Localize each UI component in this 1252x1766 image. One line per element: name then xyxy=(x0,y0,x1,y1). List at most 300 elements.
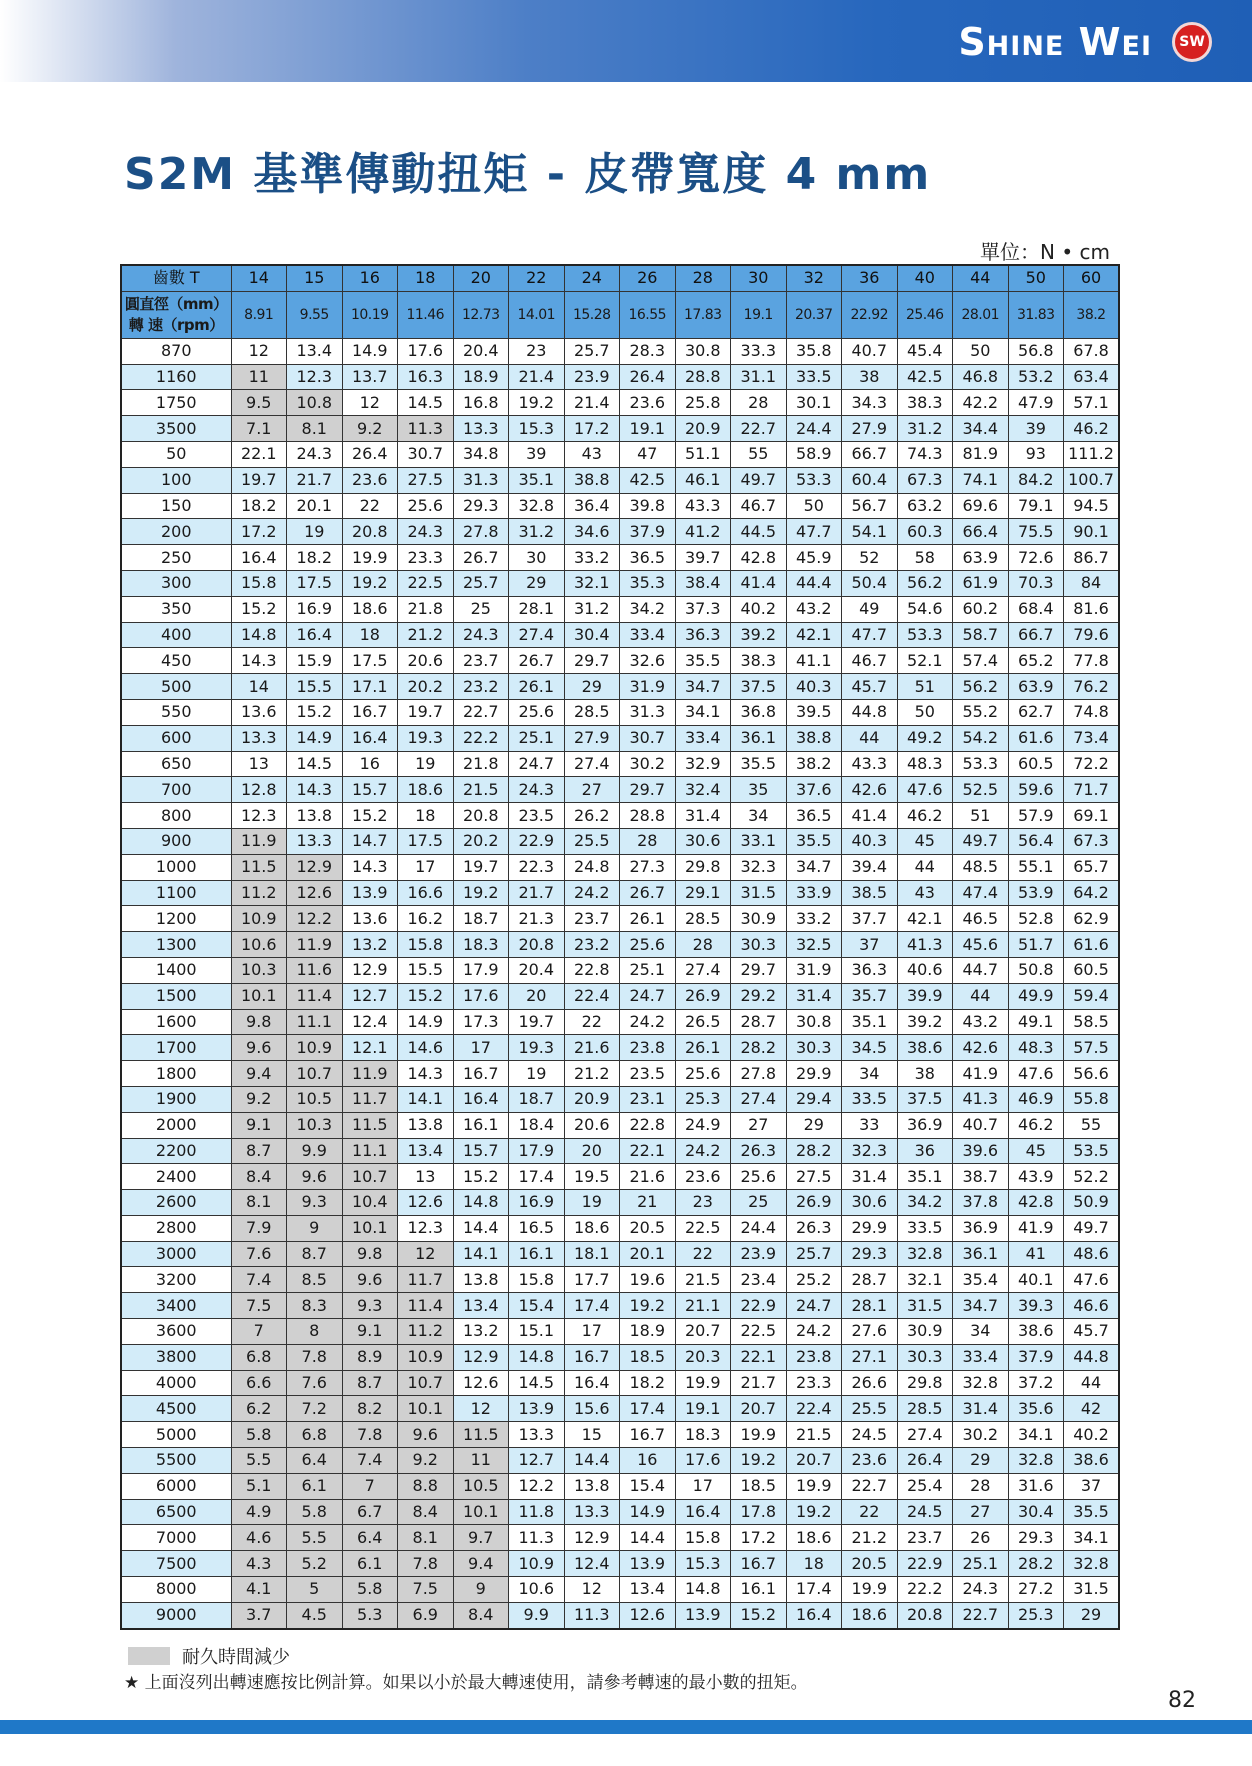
torque-cell: 32.4 xyxy=(675,777,731,803)
torque-cell: 47.7 xyxy=(786,519,842,545)
torque-cell: 26.9 xyxy=(786,1190,842,1216)
torque-cell: 44 xyxy=(897,854,953,880)
torque-cell: 28 xyxy=(675,932,731,958)
torque-cell: 45.4 xyxy=(897,338,953,364)
torque-cell: 11.4 xyxy=(287,983,343,1009)
torque-cell: 111.2 xyxy=(1064,441,1120,467)
rpm-cell: 450 xyxy=(121,648,231,674)
torque-cell: 45.7 xyxy=(1064,1319,1120,1345)
torque-cell: 16.7 xyxy=(453,1061,509,1087)
torque-cell: 34.2 xyxy=(620,596,676,622)
torque-cell: 21.4 xyxy=(509,364,565,390)
torque-cell: 65.7 xyxy=(1064,854,1120,880)
torque-cell: 40.2 xyxy=(731,596,787,622)
torque-cell: 40.7 xyxy=(953,1112,1009,1138)
pitch-diameter: 10.19 xyxy=(342,291,398,338)
torque-cell: 14.5 xyxy=(398,390,454,416)
torque-cell: 38.6 xyxy=(897,1035,953,1061)
torque-cell: 16.9 xyxy=(509,1190,565,1216)
table-row xyxy=(121,1190,1119,1216)
torque-cell: 16.4 xyxy=(287,622,343,648)
torque-cell: 54.2 xyxy=(953,725,1009,751)
torque-cell: 21.8 xyxy=(453,751,509,777)
torque-cell: 9.2 xyxy=(342,416,398,442)
torque-cell: 65.2 xyxy=(1008,648,1064,674)
torque-cell: 48.3 xyxy=(1008,1035,1064,1061)
torque-cell: 22.7 xyxy=(842,1473,898,1499)
teeth-count: 36 xyxy=(842,265,898,291)
torque-cell: 29 xyxy=(1064,1602,1120,1628)
torque-cell: 11.5 xyxy=(342,1112,398,1138)
torque-cell: 10.4 xyxy=(342,1190,398,1216)
torque-cell: 29.2 xyxy=(731,983,787,1009)
torque-cell: 35.8 xyxy=(786,338,842,364)
brand-name: Shine Wei xyxy=(958,20,1152,64)
torque-cell: 22.8 xyxy=(564,957,620,983)
torque-cell: 17.4 xyxy=(564,1293,620,1319)
logo-text: SW xyxy=(1179,34,1205,50)
torque-cell: 11.1 xyxy=(287,1009,343,1035)
teeth-count: 14 xyxy=(231,265,287,291)
torque-cell: 38.4 xyxy=(675,570,731,596)
torque-cell: 100.7 xyxy=(1064,467,1120,493)
torque-cell: 15.7 xyxy=(453,1138,509,1164)
torque-cell: 36.5 xyxy=(786,803,842,829)
torque-cell: 34 xyxy=(731,803,787,829)
torque-cell: 17.6 xyxy=(675,1448,731,1474)
torque-cell: 16.7 xyxy=(731,1551,787,1577)
torque-cell: 22.7 xyxy=(731,416,787,442)
torque-cell: 16.2 xyxy=(398,906,454,932)
torque-cell: 13.4 xyxy=(398,1138,454,1164)
torque-cell: 9.9 xyxy=(509,1602,565,1628)
torque-cell: 28.8 xyxy=(675,364,731,390)
torque-cell: 69.6 xyxy=(953,493,1009,519)
torque-cell: 27.3 xyxy=(620,854,676,880)
torque-cell: 30.7 xyxy=(398,441,454,467)
torque-cell: 19 xyxy=(509,1061,565,1087)
pitch-diameter: 20.37 xyxy=(786,291,842,338)
torque-cell: 17.4 xyxy=(509,1164,565,1190)
torque-cell: 22.3 xyxy=(509,854,565,880)
torque-cell: 21.2 xyxy=(564,1061,620,1087)
torque-cell: 12 xyxy=(231,338,287,364)
torque-cell: 15.3 xyxy=(509,416,565,442)
torque-cell: 12.9 xyxy=(564,1525,620,1551)
torque-cell: 13.3 xyxy=(453,416,509,442)
torque-cell: 15.9 xyxy=(287,648,343,674)
torque-cell: 60.5 xyxy=(1064,957,1120,983)
torque-cell: 49.7 xyxy=(731,467,787,493)
torque-cell: 57.5 xyxy=(1064,1035,1120,1061)
torque-cell: 15.8 xyxy=(675,1525,731,1551)
torque-cell: 53.3 xyxy=(953,751,1009,777)
torque-cell: 27 xyxy=(564,777,620,803)
torque-cell: 15.1 xyxy=(509,1319,565,1345)
torque-cell: 26.4 xyxy=(620,364,676,390)
torque-cell: 26.1 xyxy=(620,906,676,932)
torque-cell: 17.2 xyxy=(564,416,620,442)
table-row xyxy=(121,1112,1119,1138)
torque-cell: 43.2 xyxy=(953,1009,1009,1035)
pitch-diameter: 11.46 xyxy=(398,291,454,338)
torque-cell: 11.3 xyxy=(564,1602,620,1628)
rpm-cell: 3500 xyxy=(121,416,231,442)
torque-cell: 29.7 xyxy=(620,777,676,803)
rpm-cell: 2800 xyxy=(121,1215,231,1241)
torque-cell: 42.5 xyxy=(897,364,953,390)
torque-cell: 16.4 xyxy=(564,1370,620,1396)
torque-cell: 29.3 xyxy=(1008,1525,1064,1551)
torque-cell: 71.7 xyxy=(1064,777,1120,803)
torque-cell: 39.9 xyxy=(897,983,953,1009)
torque-cell: 19.1 xyxy=(675,1396,731,1422)
rpm-cell: 1160 xyxy=(121,364,231,390)
torque-cell: 28.3 xyxy=(620,338,676,364)
torque-cell: 13.8 xyxy=(398,1112,454,1138)
torque-cell: 21.2 xyxy=(842,1525,898,1551)
torque-cell: 16.1 xyxy=(731,1577,787,1603)
torque-cell: 17.9 xyxy=(509,1138,565,1164)
pitch-diameter: 25.46 xyxy=(897,291,953,338)
rpm-cell: 3200 xyxy=(121,1267,231,1293)
torque-cell: 19.2 xyxy=(453,880,509,906)
table-row xyxy=(121,338,1119,364)
torque-cell: 69.1 xyxy=(1064,803,1120,829)
torque-cell: 47.6 xyxy=(1064,1267,1120,1293)
torque-cell: 28.2 xyxy=(786,1138,842,1164)
rpm-cell: 300 xyxy=(121,570,231,596)
torque-cell: 21.7 xyxy=(731,1370,787,1396)
legend xyxy=(128,1643,290,1669)
torque-cell: 17 xyxy=(675,1473,731,1499)
rpm-cell: 800 xyxy=(121,803,231,829)
torque-cell: 12.3 xyxy=(398,1215,454,1241)
torque-cell: 7.8 xyxy=(287,1344,343,1370)
torque-cell: 12 xyxy=(564,1577,620,1603)
torque-cell: 57.9 xyxy=(1008,803,1064,829)
torque-cell: 12.8 xyxy=(231,777,287,803)
rpm-cell: 1200 xyxy=(121,906,231,932)
torque-cell: 11.7 xyxy=(342,1086,398,1112)
torque-cell: 23.7 xyxy=(897,1525,953,1551)
torque-cell: 36.4 xyxy=(564,493,620,519)
table-row xyxy=(121,416,1119,442)
torque-cell: 52.2 xyxy=(1064,1164,1120,1190)
torque-cell: 10.9 xyxy=(287,1035,343,1061)
torque-cell: 61.9 xyxy=(953,570,1009,596)
torque-cell: 14.8 xyxy=(453,1190,509,1216)
torque-cell: 23.9 xyxy=(564,364,620,390)
torque-cell: 59.4 xyxy=(1064,983,1120,1009)
table-row xyxy=(121,803,1119,829)
torque-cell: 72.2 xyxy=(1064,751,1120,777)
torque-cell: 44 xyxy=(1064,1370,1120,1396)
torque-cell: 31.4 xyxy=(675,803,731,829)
torque-cell: 10.7 xyxy=(342,1164,398,1190)
torque-cell: 24.7 xyxy=(786,1293,842,1319)
torque-cell: 27.4 xyxy=(731,1086,787,1112)
torque-cell: 14.3 xyxy=(342,854,398,880)
torque-cell: 51.7 xyxy=(1008,932,1064,958)
torque-cell: 16.4 xyxy=(453,1086,509,1112)
torque-cell: 38.5 xyxy=(842,880,898,906)
torque-cell: 25.6 xyxy=(675,1061,731,1087)
torque-cell: 35.5 xyxy=(786,828,842,854)
torque-cell: 25.6 xyxy=(509,699,565,725)
torque-cell: 74.3 xyxy=(897,441,953,467)
torque-cell: 63.9 xyxy=(953,545,1009,571)
table-row xyxy=(121,1035,1119,1061)
torque-cell: 33.9 xyxy=(786,880,842,906)
diameter-label: 圓直徑（mm） xyxy=(124,294,228,313)
torque-cell: 13.3 xyxy=(564,1499,620,1525)
torque-cell: 8.4 xyxy=(453,1602,509,1628)
rpm-cell: 7500 xyxy=(121,1551,231,1577)
torque-cell: 7.6 xyxy=(287,1370,343,1396)
torque-cell: 57.4 xyxy=(953,648,1009,674)
torque-cell: 26.4 xyxy=(342,441,398,467)
torque-cell: 18.6 xyxy=(842,1602,898,1628)
torque-cell: 46.7 xyxy=(731,493,787,519)
torque-cell: 60.2 xyxy=(953,596,1009,622)
page-title: S2M 基準傳動扭矩 - 皮帶寬度 4 mm xyxy=(124,149,932,200)
teeth-count: 22 xyxy=(509,265,565,291)
torque-cell: 46.5 xyxy=(953,906,1009,932)
torque-cell: 23.6 xyxy=(342,467,398,493)
torque-cell: 63.2 xyxy=(897,493,953,519)
torque-cell: 64.2 xyxy=(1064,880,1120,906)
rpm-cell: 3400 xyxy=(121,1293,231,1319)
torque-cell: 19 xyxy=(398,751,454,777)
torque-cell: 10.9 xyxy=(509,1551,565,1577)
torque-cell: 26.3 xyxy=(731,1138,787,1164)
torque-cell: 17.8 xyxy=(731,1499,787,1525)
torque-cell: 33.5 xyxy=(897,1215,953,1241)
torque-cell: 41.2 xyxy=(675,519,731,545)
torque-cell: 45.9 xyxy=(786,545,842,571)
torque-cell: 27.5 xyxy=(786,1164,842,1190)
torque-cell: 44.7 xyxy=(953,957,1009,983)
torque-cell: 9.8 xyxy=(231,1009,287,1035)
table-row xyxy=(121,854,1119,880)
table-row xyxy=(121,1061,1119,1087)
torque-cell: 27.4 xyxy=(675,957,731,983)
torque-cell: 13.3 xyxy=(509,1422,565,1448)
torque-cell: 29.8 xyxy=(675,854,731,880)
torque-cell: 5.8 xyxy=(231,1422,287,1448)
torque-cell: 40.7 xyxy=(842,338,898,364)
torque-cell: 31.5 xyxy=(1064,1577,1120,1603)
torque-cell: 33.2 xyxy=(786,906,842,932)
torque-cell: 26.7 xyxy=(620,880,676,906)
torque-cell: 34.7 xyxy=(675,674,731,700)
torque-cell: 24.4 xyxy=(731,1215,787,1241)
torque-cell: 31.4 xyxy=(953,1396,1009,1422)
torque-cell: 12.6 xyxy=(453,1370,509,1396)
rpm-cell: 200 xyxy=(121,519,231,545)
torque-cell: 15.2 xyxy=(342,803,398,829)
torque-cell: 18.6 xyxy=(564,1215,620,1241)
torque-cell: 48.6 xyxy=(1064,1241,1120,1267)
torque-cell: 49.7 xyxy=(1064,1215,1120,1241)
teeth-count: 20 xyxy=(453,265,509,291)
torque-cell: 10.7 xyxy=(287,1061,343,1087)
teeth-count: 16 xyxy=(342,265,398,291)
torque-cell: 22.9 xyxy=(897,1551,953,1577)
torque-cell: 46.1 xyxy=(675,467,731,493)
rpm-cell: 6000 xyxy=(121,1473,231,1499)
torque-cell: 27.4 xyxy=(564,751,620,777)
torque-cell: 35.4 xyxy=(953,1267,1009,1293)
torque-cell: 21.1 xyxy=(675,1293,731,1319)
torque-cell: 18.5 xyxy=(731,1473,787,1499)
torque-cell: 7.4 xyxy=(231,1267,287,1293)
torque-cell: 28.5 xyxy=(564,699,620,725)
torque-cell: 49.9 xyxy=(1008,983,1064,1009)
torque-cell: 18.1 xyxy=(564,1241,620,1267)
rpm-cell: 400 xyxy=(121,622,231,648)
torque-cell: 22.5 xyxy=(398,570,454,596)
torque-cell: 29.3 xyxy=(453,493,509,519)
torque-cell: 8.3 xyxy=(287,1293,343,1319)
torque-cell: 17 xyxy=(453,1035,509,1061)
table-row xyxy=(121,1344,1119,1370)
torque-cell: 15.8 xyxy=(231,570,287,596)
torque-cell: 34.1 xyxy=(675,699,731,725)
torque-cell: 47.7 xyxy=(842,622,898,648)
torque-cell: 42.1 xyxy=(897,906,953,932)
torque-cell: 27.2 xyxy=(1008,1577,1064,1603)
torque-cell: 10.3 xyxy=(287,1112,343,1138)
torque-cell: 12.9 xyxy=(453,1344,509,1370)
torque-cell: 36.1 xyxy=(953,1241,1009,1267)
torque-cell: 36.5 xyxy=(620,545,676,571)
torque-cell: 54.1 xyxy=(842,519,898,545)
rpm-label: 轉 速（rpm） xyxy=(128,315,224,334)
torque-cell: 49.7 xyxy=(953,828,1009,854)
torque-cell: 25.1 xyxy=(953,1551,1009,1577)
torque-cell: 48.3 xyxy=(897,751,953,777)
torque-cell: 60.4 xyxy=(842,467,898,493)
torque-cell: 93 xyxy=(1008,441,1064,467)
torque-cell: 25.3 xyxy=(675,1086,731,1112)
torque-cell: 43.2 xyxy=(786,596,842,622)
torque-cell: 8.7 xyxy=(287,1241,343,1267)
torque-cell: 76.2 xyxy=(1064,674,1120,700)
torque-cell: 23.6 xyxy=(620,390,676,416)
torque-cell: 56.6 xyxy=(1064,1061,1120,1087)
torque-cell: 26.5 xyxy=(675,1009,731,1035)
torque-cell: 66.7 xyxy=(842,441,898,467)
rpm-cell: 1800 xyxy=(121,1061,231,1087)
torque-cell: 56.7 xyxy=(842,493,898,519)
table-row xyxy=(121,596,1119,622)
torque-cell: 15.5 xyxy=(398,957,454,983)
torque-cell: 35.5 xyxy=(1064,1499,1120,1525)
torque-cell: 18.6 xyxy=(342,596,398,622)
torque-cell: 6.1 xyxy=(342,1551,398,1577)
torque-cell: 9.1 xyxy=(231,1112,287,1138)
torque-cell: 25.8 xyxy=(675,390,731,416)
torque-cell: 43.9 xyxy=(1008,1164,1064,1190)
rpm-cell: 2000 xyxy=(121,1112,231,1138)
torque-cell: 37 xyxy=(842,932,898,958)
torque-cell: 4.6 xyxy=(231,1525,287,1551)
torque-cell: 8.1 xyxy=(287,416,343,442)
torque-cell: 38.6 xyxy=(1064,1448,1120,1474)
torque-cell: 23.4 xyxy=(731,1267,787,1293)
torque-cell: 23.8 xyxy=(786,1344,842,1370)
torque-cell: 36.8 xyxy=(731,699,787,725)
torque-cell: 70.3 xyxy=(1008,570,1064,596)
torque-cell: 14.9 xyxy=(287,725,343,751)
torque-cell: 19.3 xyxy=(398,725,454,751)
torque-table xyxy=(120,264,1120,1630)
torque-cell: 16.7 xyxy=(342,699,398,725)
torque-cell: 33.5 xyxy=(842,1086,898,1112)
torque-cell: 19.9 xyxy=(731,1422,787,1448)
torque-cell: 12.4 xyxy=(564,1551,620,1577)
torque-cell: 37.2 xyxy=(1008,1370,1064,1396)
torque-cell: 4.9 xyxy=(231,1499,287,1525)
table-row xyxy=(121,1602,1119,1628)
torque-cell: 19.6 xyxy=(620,1267,676,1293)
torque-cell: 10.6 xyxy=(231,932,287,958)
torque-cell: 20.6 xyxy=(398,648,454,674)
rpm-cell: 150 xyxy=(121,493,231,519)
rpm-cell: 3600 xyxy=(121,1319,231,1345)
torque-cell: 25.7 xyxy=(453,570,509,596)
torque-cell: 29.9 xyxy=(842,1215,898,1241)
torque-cell: 50 xyxy=(897,699,953,725)
rpm-cell: 50 xyxy=(121,441,231,467)
torque-cell: 20.3 xyxy=(675,1344,731,1370)
torque-cell: 13.9 xyxy=(620,1551,676,1577)
torque-cell: 32.8 xyxy=(1064,1551,1120,1577)
torque-cell: 52.5 xyxy=(953,777,1009,803)
torque-cell: 25.6 xyxy=(398,493,454,519)
torque-cell: 20.8 xyxy=(342,519,398,545)
torque-cell: 16.4 xyxy=(342,725,398,751)
torque-cell: 11.5 xyxy=(453,1422,509,1448)
rpm-cell: 3000 xyxy=(121,1241,231,1267)
torque-cell: 25 xyxy=(731,1190,787,1216)
torque-cell: 28.5 xyxy=(897,1396,953,1422)
torque-cell: 55.2 xyxy=(953,699,1009,725)
torque-cell: 16.8 xyxy=(453,390,509,416)
torque-cell: 24.2 xyxy=(675,1138,731,1164)
teeth-count: 18 xyxy=(398,265,454,291)
torque-cell: 57.1 xyxy=(1064,390,1120,416)
pitch-diameter: 16.55 xyxy=(620,291,676,338)
teeth-count: 60 xyxy=(1064,265,1120,291)
torque-cell: 41.3 xyxy=(897,932,953,958)
torque-cell: 34.1 xyxy=(1064,1525,1120,1551)
torque-cell: 14.4 xyxy=(620,1525,676,1551)
torque-cell: 16.4 xyxy=(786,1602,842,1628)
torque-cell: 16.7 xyxy=(564,1344,620,1370)
torque-cell: 15.5 xyxy=(287,674,343,700)
torque-cell: 30.2 xyxy=(620,751,676,777)
torque-cell: 8.4 xyxy=(398,1499,454,1525)
torque-cell: 31.9 xyxy=(620,674,676,700)
torque-cell: 44.4 xyxy=(786,570,842,596)
teeth-count: 30 xyxy=(731,265,787,291)
torque-cell: 9.6 xyxy=(342,1267,398,1293)
torque-cell: 34.4 xyxy=(953,416,1009,442)
torque-cell: 41.4 xyxy=(842,803,898,829)
